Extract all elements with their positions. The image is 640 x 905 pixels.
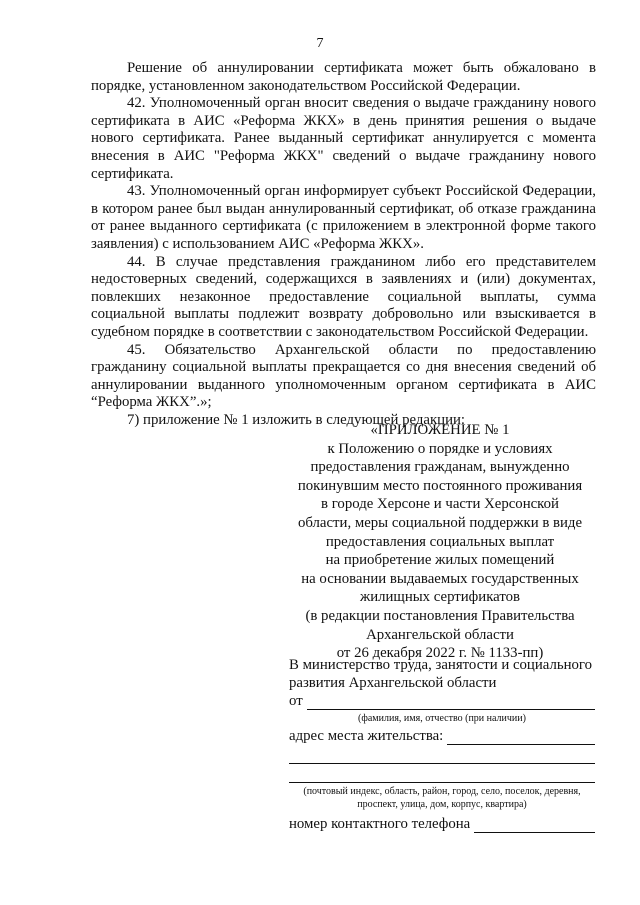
body-text xyxy=(91,60,596,429)
appendix-line: покинувшим место постоянного проживания xyxy=(297,477,583,494)
appendix-line: на основании выдаваемых государственных xyxy=(301,570,579,587)
address-hint: (почтовый индекс, область, район, город, село, поселок, деревня, xyxy=(303,786,581,797)
phone-row xyxy=(289,815,595,833)
address-label: адрес места жительства: xyxy=(289,728,444,744)
address-row xyxy=(289,727,595,745)
from-row xyxy=(289,692,595,710)
paragraph: 44. В случае представления гражданином либо его представителем недостоверных сведений, содержащихся в заявлениях и (или) документах, повлекших незаконное предоставление социальной выплаты, сумма социальной выплаты подлежит возврату добровольно или взыскивается в судебном порядке в соответствии с законодательством Российской Федерации. xyxy=(91,253,596,340)
appendix-line: «ПРИЛОЖЕНИЕ № 1 xyxy=(370,422,510,438)
address-blank-line xyxy=(289,745,595,764)
address-blank xyxy=(447,730,595,745)
paragraph: 7) приложение № 1 изложить в следующей редакции: xyxy=(127,411,466,428)
appendix-header xyxy=(285,421,595,663)
phone-blank xyxy=(474,818,595,833)
addressee-line: развития Архангельской области xyxy=(289,675,497,691)
address-hint: проспект, улица, дом, корпус, квартира) xyxy=(357,799,527,810)
appendix-line: предоставления гражданам, вынужденно xyxy=(310,459,570,476)
address-blank-line xyxy=(289,764,595,783)
paragraph: Решение об аннулировании сертификата может быть обжаловано в порядке, установленном законодательством Российской Федерации. xyxy=(91,60,596,94)
page-number: 7 xyxy=(316,36,324,51)
appendix-line: на приобретение жилых помещений xyxy=(325,552,555,569)
from-blank xyxy=(307,695,595,710)
from-label: от xyxy=(289,693,303,709)
appendix-line: от 26 декабря 2022 г. № 1133-пп) xyxy=(336,645,544,662)
phone-label: номер контактного телефона xyxy=(289,816,471,832)
application-form xyxy=(289,656,595,833)
appendix-line: области, меры социальной поддержки в виде xyxy=(297,514,583,531)
appendix-line: жилищных сертификатов xyxy=(359,589,520,606)
appendix-line: к Положению о порядке и условиях xyxy=(327,440,553,457)
appendix-line: Архангельской области xyxy=(366,626,514,643)
addressee-line: В министерство труда, занятости и социального xyxy=(289,657,593,673)
from-hint: (фамилия, имя, отчество (при наличии) xyxy=(358,713,526,724)
paragraph: 42. Уполномоченный орган вносит сведения о выдаче гражданину нового сертификата в АИС «Реформа ЖКХ» в день принятия решения о выдаче нового сертификата. Ранее выданный сертификат аннулируется с момента внесения в АИС "Реформа ЖКХ" сведений о выдаче гражданину нового сертификата. xyxy=(91,95,596,182)
appendix-line: в городе Херсоне и части Херсонской xyxy=(321,496,559,513)
appendix-line: предоставления социальных выплат xyxy=(325,533,555,550)
paragraph: 43. Уполномоченный орган информирует субъект Российской Федерации, в котором ранее был выдан аннулированный сертификат, об отказе гражданина от ранее выданного сертификата (с приложением в электронной форме такого заявления) с использованием АИС «Реформа ЖКХ». xyxy=(91,183,596,252)
appendix-line: (в редакции постановления Правительства xyxy=(305,607,575,624)
paragraph: 45. Обязательство Архангельской области по предоставлению гражданину социальной выплаты прекращается со дня внесения сведений об аннулировании выданного уполномоченным органом сертификата в АИС “Реформа ЖКХ”.»; xyxy=(91,341,596,411)
